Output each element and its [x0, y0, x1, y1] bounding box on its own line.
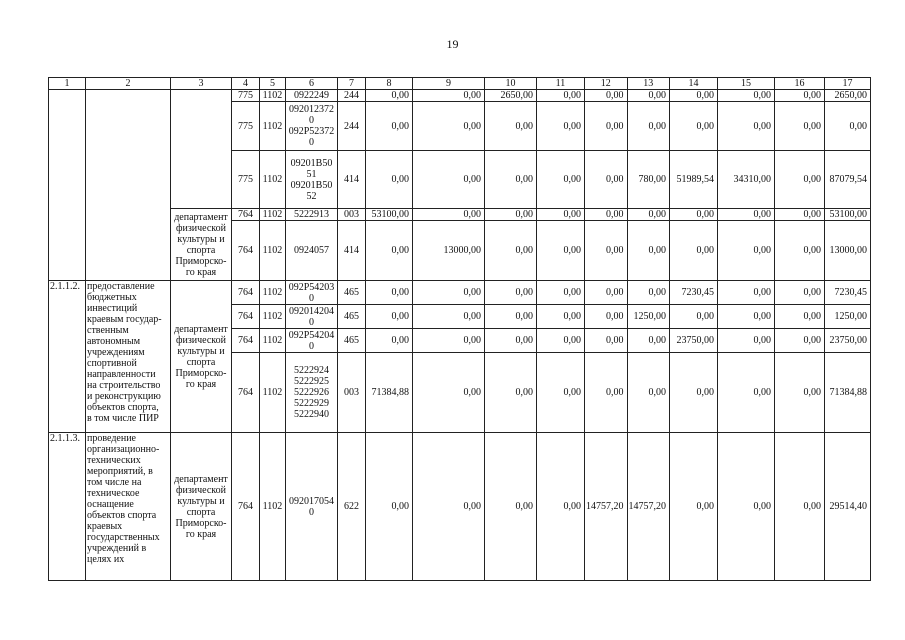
column-header: 6	[286, 78, 338, 90]
csr-cell: 092017054 0	[286, 433, 338, 581]
glava-cell: 764	[232, 353, 260, 433]
amount-cell: 0,00	[537, 90, 585, 102]
csr-cell: 092012372 0 092Р52372 0	[286, 102, 338, 151]
item-name-cell: предоставление бюджетных инвестиций краевым государ- ственным автономным учреждениям спортивной направленности на строительство и реконструкцию объектов спорта, в том числе ПИР	[86, 281, 171, 433]
glava-cell: 775	[232, 90, 260, 102]
amount-cell: 0,00	[718, 90, 775, 102]
amount-cell: 0,00	[413, 151, 485, 209]
column-header: 13	[627, 78, 670, 90]
amount-cell: 0,00	[537, 209, 585, 221]
amount-cell: 0,00	[413, 209, 485, 221]
amount-cell: 71384,88	[825, 353, 871, 433]
amount-cell: 1250,00	[627, 305, 670, 329]
razdel-cell: 1102	[260, 353, 286, 433]
amount-cell: 0,00	[366, 281, 413, 305]
amount-cell: 0,00	[775, 90, 825, 102]
vr-cell: 244	[338, 102, 366, 151]
amount-cell: 0,00	[718, 305, 775, 329]
vr-cell: 465	[338, 281, 366, 305]
amount-cell: 0,00	[485, 102, 537, 151]
razdel-cell: 1102	[260, 433, 286, 581]
amount-cell: 29514,40	[825, 433, 871, 581]
amount-cell: 0,00	[627, 90, 670, 102]
vr-cell: 414	[338, 151, 366, 209]
dept-cell	[171, 90, 232, 209]
amount-cell: 0,00	[627, 329, 670, 353]
amount-cell: 0,00	[627, 102, 670, 151]
column-header: 8	[366, 78, 413, 90]
amount-cell: 0,00	[537, 281, 585, 305]
amount-cell: 0,00	[537, 353, 585, 433]
amount-cell: 0,00	[366, 433, 413, 581]
amount-cell: 71384,88	[366, 353, 413, 433]
amount-cell: 0,00	[775, 353, 825, 433]
amount-cell: 0,00	[537, 221, 585, 281]
column-header: 2	[86, 78, 171, 90]
amount-cell: 0,00	[670, 353, 718, 433]
column-header: 15	[718, 78, 775, 90]
column-header: 17	[825, 78, 871, 90]
glava-cell: 764	[232, 221, 260, 281]
amount-cell: 0,00	[670, 209, 718, 221]
amount-cell: 780,00	[627, 151, 670, 209]
csr-cell: 0922249	[286, 90, 338, 102]
glava-cell: 764	[232, 433, 260, 581]
vr-cell: 622	[338, 433, 366, 581]
amount-cell: 0,00	[718, 281, 775, 305]
column-header: 14	[670, 78, 718, 90]
amount-cell: 0,00	[537, 329, 585, 353]
amount-cell: 0,00	[366, 329, 413, 353]
glava-cell: 764	[232, 305, 260, 329]
amount-cell: 0,00	[670, 102, 718, 151]
column-header: 7	[338, 78, 366, 90]
amount-cell: 0,00	[537, 305, 585, 329]
table-row	[49, 90, 871, 102]
column-header: 11	[537, 78, 585, 90]
vr-cell: 244	[338, 90, 366, 102]
amount-cell: 0,00	[775, 281, 825, 305]
dept-cell: департамент физической культуры и спорта Приморско- го края	[171, 433, 232, 581]
amount-cell: 2650,00	[825, 90, 871, 102]
table-row	[49, 281, 871, 305]
vr-cell: 465	[338, 305, 366, 329]
page-number: 19	[446, 37, 459, 51]
amount-cell: 0,00	[366, 305, 413, 329]
amount-cell: 0,00	[775, 329, 825, 353]
amount-cell: 0,00	[775, 305, 825, 329]
amount-cell: 0,00	[775, 221, 825, 281]
amount-cell: 0,00	[627, 209, 670, 221]
razdel-cell: 1102	[260, 281, 286, 305]
glava-cell: 764	[232, 281, 260, 305]
amount-cell: 0,00	[627, 281, 670, 305]
amount-cell: 0,00	[485, 329, 537, 353]
amount-cell: 34310,00	[718, 151, 775, 209]
vr-cell: 414	[338, 221, 366, 281]
amount-cell: 23750,00	[825, 329, 871, 353]
amount-cell: 0,00	[718, 102, 775, 151]
csr-cell: 5222924 5222925 5222926 5222929 5222940	[286, 353, 338, 433]
dept-cell: департамент физической культуры и спорта Приморско- го края	[171, 209, 232, 281]
amount-cell: 0,00	[366, 221, 413, 281]
item-code-cell: 2.1.1.3.	[49, 433, 86, 581]
item-code-cell	[49, 90, 86, 281]
dept-cell: департамент физической культуры и спорта Приморско- го края	[171, 281, 232, 433]
amount-cell: 0,00	[537, 151, 585, 209]
csr-cell: 5222913	[286, 209, 338, 221]
item-name-cell	[86, 90, 171, 281]
amount-cell: 0,00	[670, 90, 718, 102]
amount-cell: 0,00	[670, 305, 718, 329]
glava-cell: 775	[232, 151, 260, 209]
amount-cell: 0,00	[585, 305, 628, 329]
amount-cell: 0,00	[670, 221, 718, 281]
item-code-cell: 2.1.1.2.	[49, 281, 86, 433]
amount-cell: 13000,00	[413, 221, 485, 281]
amount-cell: 0,00	[718, 353, 775, 433]
amount-cell: 0,00	[775, 433, 825, 581]
amount-cell: 0,00	[627, 221, 670, 281]
amount-cell: 0,00	[413, 353, 485, 433]
vr-cell: 003	[338, 353, 366, 433]
amount-cell: 0,00	[585, 90, 628, 102]
razdel-cell: 1102	[260, 305, 286, 329]
amount-cell: 0,00	[413, 329, 485, 353]
amount-cell: 0,00	[585, 329, 628, 353]
amount-cell: 0,00	[366, 151, 413, 209]
amount-cell: 14757,20	[627, 433, 670, 581]
csr-cell: 0924057	[286, 221, 338, 281]
amount-cell: 0,00	[366, 102, 413, 151]
vr-cell: 003	[338, 209, 366, 221]
amount-cell: 0,00	[718, 209, 775, 221]
amount-cell: 1250,00	[825, 305, 871, 329]
razdel-cell: 1102	[260, 329, 286, 353]
amount-cell: 13000,00	[825, 221, 871, 281]
razdel-cell: 1102	[260, 221, 286, 281]
amount-cell: 0,00	[718, 433, 775, 581]
amount-cell: 0,00	[485, 151, 537, 209]
csr-cell: 092014204 0	[286, 305, 338, 329]
csr-cell: 09201В50 51 09201В50 52	[286, 151, 338, 209]
amount-cell: 0,00	[775, 209, 825, 221]
column-header: 3	[171, 78, 232, 90]
amount-cell: 0,00	[485, 353, 537, 433]
razdel-cell: 1102	[260, 90, 286, 102]
amount-cell: 0,00	[485, 433, 537, 581]
amount-cell: 0,00	[585, 151, 628, 209]
column-header: 10	[485, 78, 537, 90]
razdel-cell: 1102	[260, 209, 286, 221]
csr-cell: 092Р54204 0	[286, 329, 338, 353]
amount-cell: 0,00	[585, 102, 628, 151]
amount-cell: 53100,00	[825, 209, 871, 221]
amount-cell: 2650,00	[485, 90, 537, 102]
amount-cell: 0,00	[627, 353, 670, 433]
amount-cell: 7230,45	[670, 281, 718, 305]
vr-cell: 465	[338, 329, 366, 353]
amount-cell: 0,00	[413, 102, 485, 151]
amount-cell: 0,00	[718, 221, 775, 281]
amount-cell: 0,00	[413, 433, 485, 581]
budget-table	[48, 77, 871, 581]
glava-cell: 764	[232, 209, 260, 221]
csr-cell: 092Р54203 0	[286, 281, 338, 305]
amount-cell: 53100,00	[366, 209, 413, 221]
table-row	[49, 433, 871, 581]
amount-cell: 87079,54	[825, 151, 871, 209]
razdel-cell: 1102	[260, 102, 286, 151]
amount-cell: 0,00	[485, 221, 537, 281]
amount-cell: 0,00	[413, 281, 485, 305]
amount-cell: 0,00	[366, 90, 413, 102]
amount-cell: 0,00	[485, 281, 537, 305]
header-row	[49, 78, 871, 90]
table-row	[49, 209, 871, 221]
column-header: 4	[232, 78, 260, 90]
amount-cell: 0,00	[775, 151, 825, 209]
column-header: 9	[413, 78, 485, 90]
amount-cell: 0,00	[585, 221, 628, 281]
amount-cell: 0,00	[585, 353, 628, 433]
column-header: 16	[775, 78, 825, 90]
amount-cell: 0,00	[718, 329, 775, 353]
column-header: 5	[260, 78, 286, 90]
glava-cell: 764	[232, 329, 260, 353]
amount-cell: 0,00	[537, 433, 585, 581]
glava-cell: 775	[232, 102, 260, 151]
amount-cell: 0,00	[485, 209, 537, 221]
amount-cell: 23750,00	[670, 329, 718, 353]
amount-cell: 0,00	[537, 102, 585, 151]
amount-cell: 14757,20	[585, 433, 628, 581]
amount-cell: 0,00	[670, 433, 718, 581]
amount-cell: 51989,54	[670, 151, 718, 209]
amount-cell: 0,00	[485, 305, 537, 329]
amount-cell: 0,00	[413, 305, 485, 329]
column-header: 1	[49, 78, 86, 90]
item-name-cell: проведение организационно- технических мероприятий, в том числе на техническое оснащение объектов спорта краевых государственных учреждений в целях их	[86, 433, 171, 581]
amount-cell: 0,00	[413, 90, 485, 102]
amount-cell: 0,00	[775, 102, 825, 151]
amount-cell: 0,00	[825, 102, 871, 151]
amount-cell: 7230,45	[825, 281, 871, 305]
amount-cell: 0,00	[585, 209, 628, 221]
amount-cell: 0,00	[585, 281, 628, 305]
razdel-cell: 1102	[260, 151, 286, 209]
column-header: 12	[585, 78, 628, 90]
